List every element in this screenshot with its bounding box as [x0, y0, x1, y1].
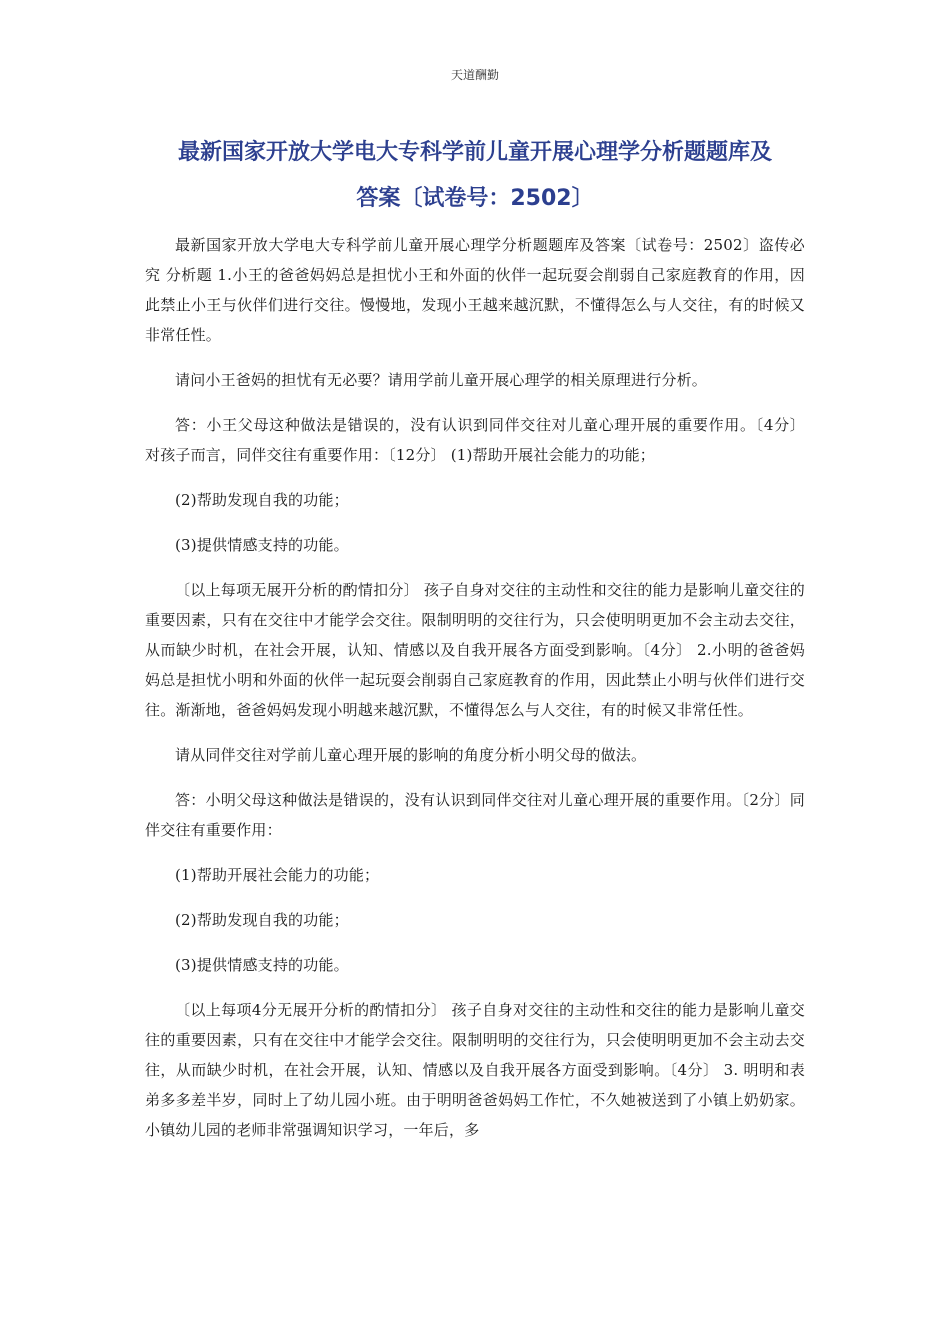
paragraph-answer-2: 答：小明父母这种做法是错误的，没有认识到同伴交往对儿童心理开展的重要作用。〔2分〕同伴交往有重要作用：	[145, 791, 805, 839]
title-line-1: 最新国家开放大学电大专科学前儿童开展心理学分析题题库及	[177, 140, 772, 165]
paragraph-question-1: 请问小王爸妈的担忧有无必要？请用学前儿童开展心理学的相关原理进行分析。	[175, 371, 708, 389]
document-title	[145, 130, 805, 222]
page-header: 天道酬勤	[450, 68, 499, 82]
paragraph-question-2: 请从同伴交往对学前儿童心理开展的影响的角度分析小明父母的做法。	[175, 746, 647, 764]
paragraph-answer-2-item-2: (2)帮助发现自我的功能；	[175, 911, 349, 929]
paragraph-answer-1-item-2: (2)帮助发现自我的功能；	[175, 491, 349, 509]
paragraph-analysis-1: 〔以上每项无展开分析的酌情扣分〕 孩子自身对交往的主动性和交往的能力是影响儿童交往的重要因素，只有在交往中才能学会交往。限制明明的交往行为，只会使明明更加不会主动去交往，从而缺少时机，在社会开展，认知、情感以及自我开展各方面受到影响。〔4分〕 2.小明的爸爸妈妈总是担忧小明和外面的伙伴一起玩耍会削弱自己家庭教育的作用，因此禁止小明与伙伴们进行交往。渐渐地，爸爸妈妈发现小明越来越沉默，不懂得怎么与人交往，有的时候又非常任性。	[145, 581, 805, 719]
paragraph-answer-1-item-3: (3)提供情感支持的功能。	[175, 536, 349, 554]
paragraph-analysis-2: 〔以上每项4分无展开分析的酌情扣分〕 孩子自身对交往的主动性和交往的能力是影响儿童交往的重要因素，只有在交往中才能学会交往。限制明明的交往行为，只会使明明更加不会主动去交往，从而缺少时机，在社会开展，认知、情感以及自我开展各方面受到影响。〔4分〕 3. 明明和表弟多多差半岁，同时上了幼儿园小班。由于明明爸爸妈妈工作忙，不久她被送到了小镇上奶奶家。小镇幼儿园的老师非常强调知识学习，一年后，多	[145, 1001, 805, 1139]
title-line-2: 答案〔试卷号：2502〕	[356, 186, 594, 211]
document-body	[145, 230, 805, 1160]
paragraph-answer-2-item-1: (1)帮助开展社会能力的功能；	[175, 866, 380, 884]
paragraph-intro: 最新国家开放大学电大专科学前儿童开展心理学分析题题库及答案〔试卷号：2502〕盗传必究 分析题 1.小王的爸爸妈妈总是担忧小王和外面的伙伴一起玩耍会削弱自己家庭教育的作用，因此禁止小王与伙伴们进行交往。慢慢地，发现小王越来越沉默，不懂得怎么与人交往，有的时候又非常任性。	[145, 236, 805, 344]
paragraph-answer-2-item-3: (3)提供情感支持的功能。	[175, 956, 349, 974]
paragraph-answer-1: 答：小王父母这种做法是错误的，没有认识到同伴交往对儿童心理开展的重要作用。〔4分〕 对孩子而言，同伴交往有重要作用：〔12分〕 (1)帮助开展社会能力的功能；	[145, 416, 805, 464]
